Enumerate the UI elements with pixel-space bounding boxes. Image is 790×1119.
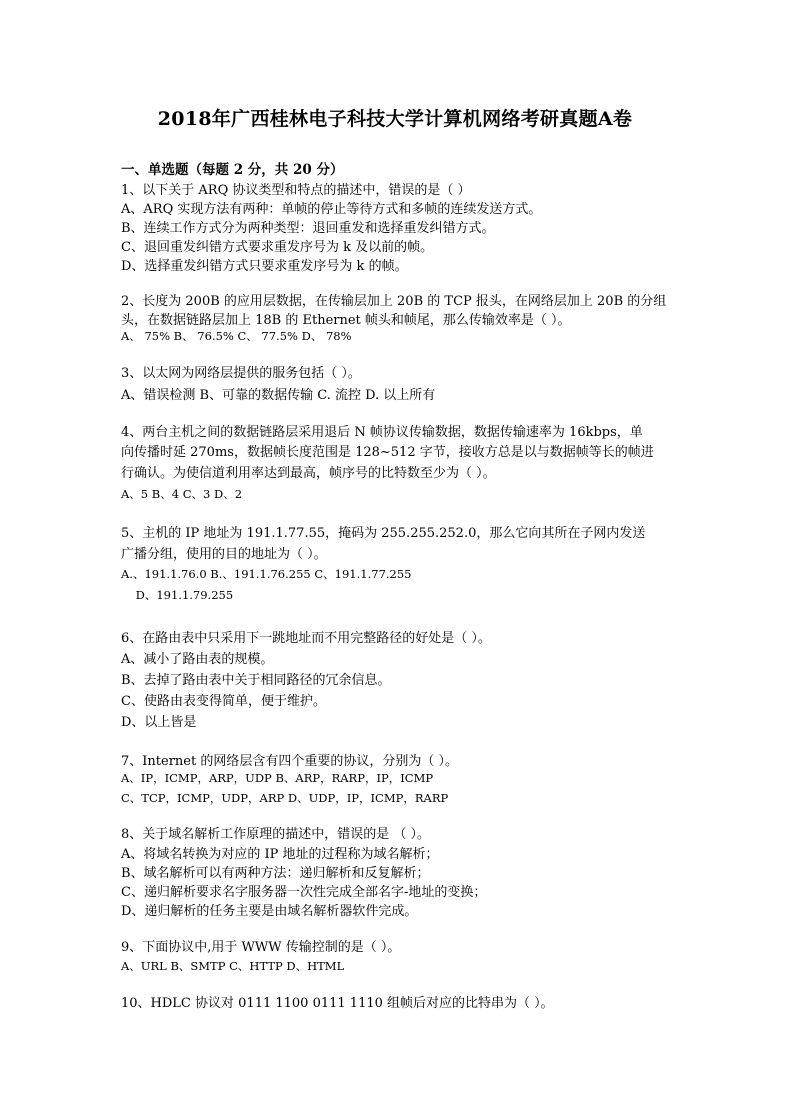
question-5-options-line-2: D、191.1.79.255 (121, 588, 234, 602)
question-7-options-line-2: C、TCP，ICMP，UDP，ARP D、UDP，IP，ICMP，RARP (121, 791, 449, 805)
question-3-stem: 3、以太网为网络层提供的服务包括（ ）。 (121, 366, 361, 381)
question-8-option-b: B、域名解析可以有两种方法：递归解析和反复解析； (121, 866, 430, 881)
question-3-options: A、错误检测 B、可靠的数据传输 C. 流控 D. 以上所有 (121, 388, 436, 403)
question-4-options: A、5 B、4 C、3 D、2 (121, 487, 243, 501)
question-8-stem: 8、关于域名解析工作原理的描述中，错误的是 （ ）。 (121, 827, 431, 842)
question-1-option-d: D、选择重发纠错方式只要求重发序号为 k 的帧。 (121, 259, 408, 274)
question-10-stem: 10、HDLC 协议对 0111 1100 0111 1110 组帧后对应的比特串为（ ）。 (121, 996, 554, 1011)
question-1-option-c: C、退回重发纠错方式要求重发序号为 k 及以前的帧。 (121, 240, 434, 255)
question-6-stem: 6、在路由表中只采用下一跳地址而不用完整路径的好处是（ ）。 (121, 631, 491, 646)
section-heading: 一、单选题（每题 2 分，共 20 分） (121, 162, 344, 178)
page-title: 2018年广西桂林电子科技大学计算机网络考研真题A卷 (157, 108, 633, 130)
question-7-options-line-1: A、IP，ICMP，ARP，UDP B、ARP，RARP，IP，ICMP (121, 771, 434, 785)
question-9-options: A、URL B、SMTP C、HTTP D、HTML (121, 959, 345, 973)
question-6-option-d: D、以上皆是 (121, 715, 197, 730)
question-6-option-b: B、去掉了路由表中关于相同路径的冗余信息。 (121, 673, 391, 688)
question-8-option-d: D、递归解析的任务主要是由域名解析器软件完成。 (121, 904, 418, 919)
question-7-stem: 7、Internet 的网络层含有四个重要的协议，分别为（ ）。 (121, 754, 458, 769)
question-8-option-c: C、递归解析要求名字服务器一次性完成全部名字-地址的变换； (121, 885, 487, 900)
question-5-stem-line-1: 5、主机的 IP 地址为 191.1.77.55，掩码为 255.255.252.0，那么它向其所在子网内发送 (121, 526, 646, 541)
question-9-stem: 9、下面协议中,用于 WWW 传输控制的是（ ）。 (121, 940, 401, 955)
question-6-option-c: C、使路由表变得简单，便于维护。 (121, 694, 326, 709)
question-5-options-line-1: A.、191.1.76.0 B.、191.1.76.255 C、191.1.77.255 (121, 567, 412, 581)
question-1-option-a: A、ARQ 实现方法有两种：单帧的停止等待方式和多帧的连续发送方式。 (121, 202, 542, 217)
question-8-option-a: A、将域名转换为对应的 IP 地址的过程称为域名解析； (121, 847, 439, 862)
question-1-stem: 1、以下关于 ARQ 协议类型和特点的描述中，错误的是（ ） (121, 183, 471, 198)
question-4-stem-line-1: 4、两台主机之间的数据链路层采用退后 N 帧协议传输数据，数据传输速率为 16kbps，单 (121, 425, 643, 440)
question-2-options: A、 75% B、 76.5% C、 77.5% D、 78% (121, 329, 352, 343)
question-4-stem-line-2: 向传播时延 270ms，数据帧长度范围是 128~512 字节，接收方总是以与数据帧等长的帧进 (121, 445, 654, 460)
question-5-stem-line-2: 广播分组，使用的目的地址为（ ）。 (121, 547, 327, 562)
question-6-option-a: A、减小了路由表的规模。 (121, 652, 274, 667)
question-2-stem-line-1: 2、长度为 200B 的应用层数据，在传输层加上 20B 的 TCP 报头，在网络层加上 20B 的分组 (121, 294, 667, 309)
question-1-option-b: B、连续工作方式分为两种类型：退回重发和选择重发纠错方式。 (121, 221, 495, 236)
question-2-stem-line-2: 头，在数据链路层加上 18B 的 Ethernet 帧头和帧尾，那么传输效率是（ ）。 (121, 313, 571, 328)
question-4-stem-line-3: 行确认。为使信道利用率达到最高，帧序号的比特数至少为（ ）。 (121, 466, 496, 481)
